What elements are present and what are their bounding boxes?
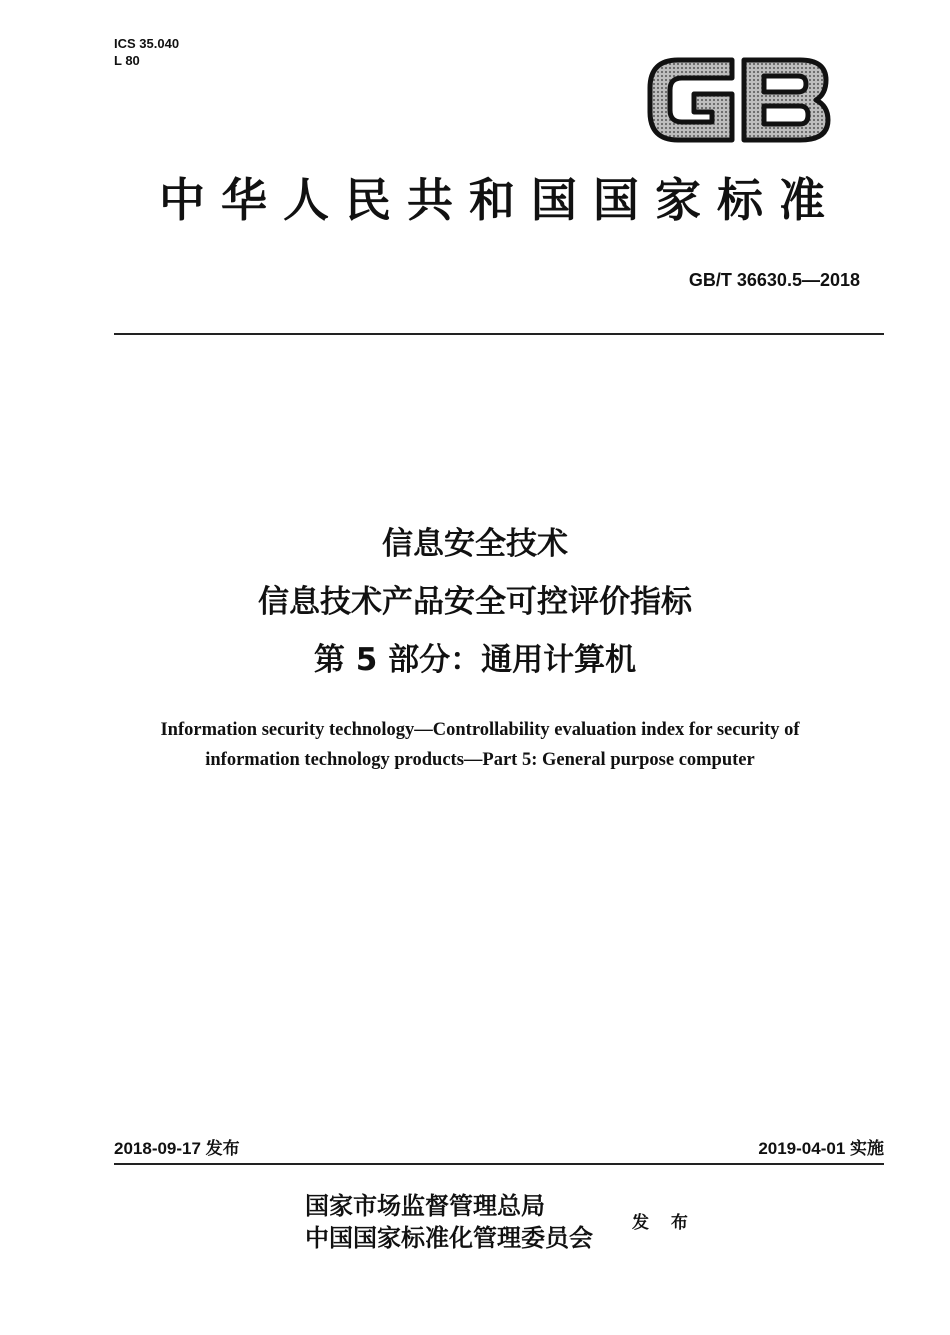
title-line-2: 信息技术产品安全可控评价指标 xyxy=(258,584,692,620)
title-line-3: 第 5 部分：通用计算机 xyxy=(313,642,637,678)
publish-label: 发 布 xyxy=(632,1213,696,1233)
issuing-organizations xyxy=(305,1190,593,1254)
classification-codes xyxy=(114,35,179,69)
footer-divider xyxy=(114,1163,884,1165)
issuer-sac: 中国国家标准化管理委员会 xyxy=(305,1223,593,1252)
header-divider xyxy=(114,333,884,335)
ics-code: ICS 35.040 xyxy=(114,36,180,51)
title-line-1: 信息安全技术 xyxy=(382,526,568,562)
gb-logo xyxy=(640,50,836,148)
issuer-samr: 国家市场监督管理总局 xyxy=(305,1191,545,1220)
implementation-date: 2019-04-01 实施 xyxy=(758,1139,884,1158)
english-title-line-2: information technology products—Part 5: General purpose computer xyxy=(205,750,755,770)
chinese-title xyxy=(0,515,950,689)
ccs-code: L 80 xyxy=(114,53,140,68)
english-title xyxy=(80,715,880,775)
english-title-line-1: Information security technology—Controllability evaluation index for security of xyxy=(160,720,800,740)
national-standard-title: 中华人民共和国国家标准 xyxy=(159,173,841,227)
publish-date: 2018-09-17 发布 xyxy=(114,1139,240,1158)
standard-number: GB/T 36630.5—2018 xyxy=(688,270,860,290)
